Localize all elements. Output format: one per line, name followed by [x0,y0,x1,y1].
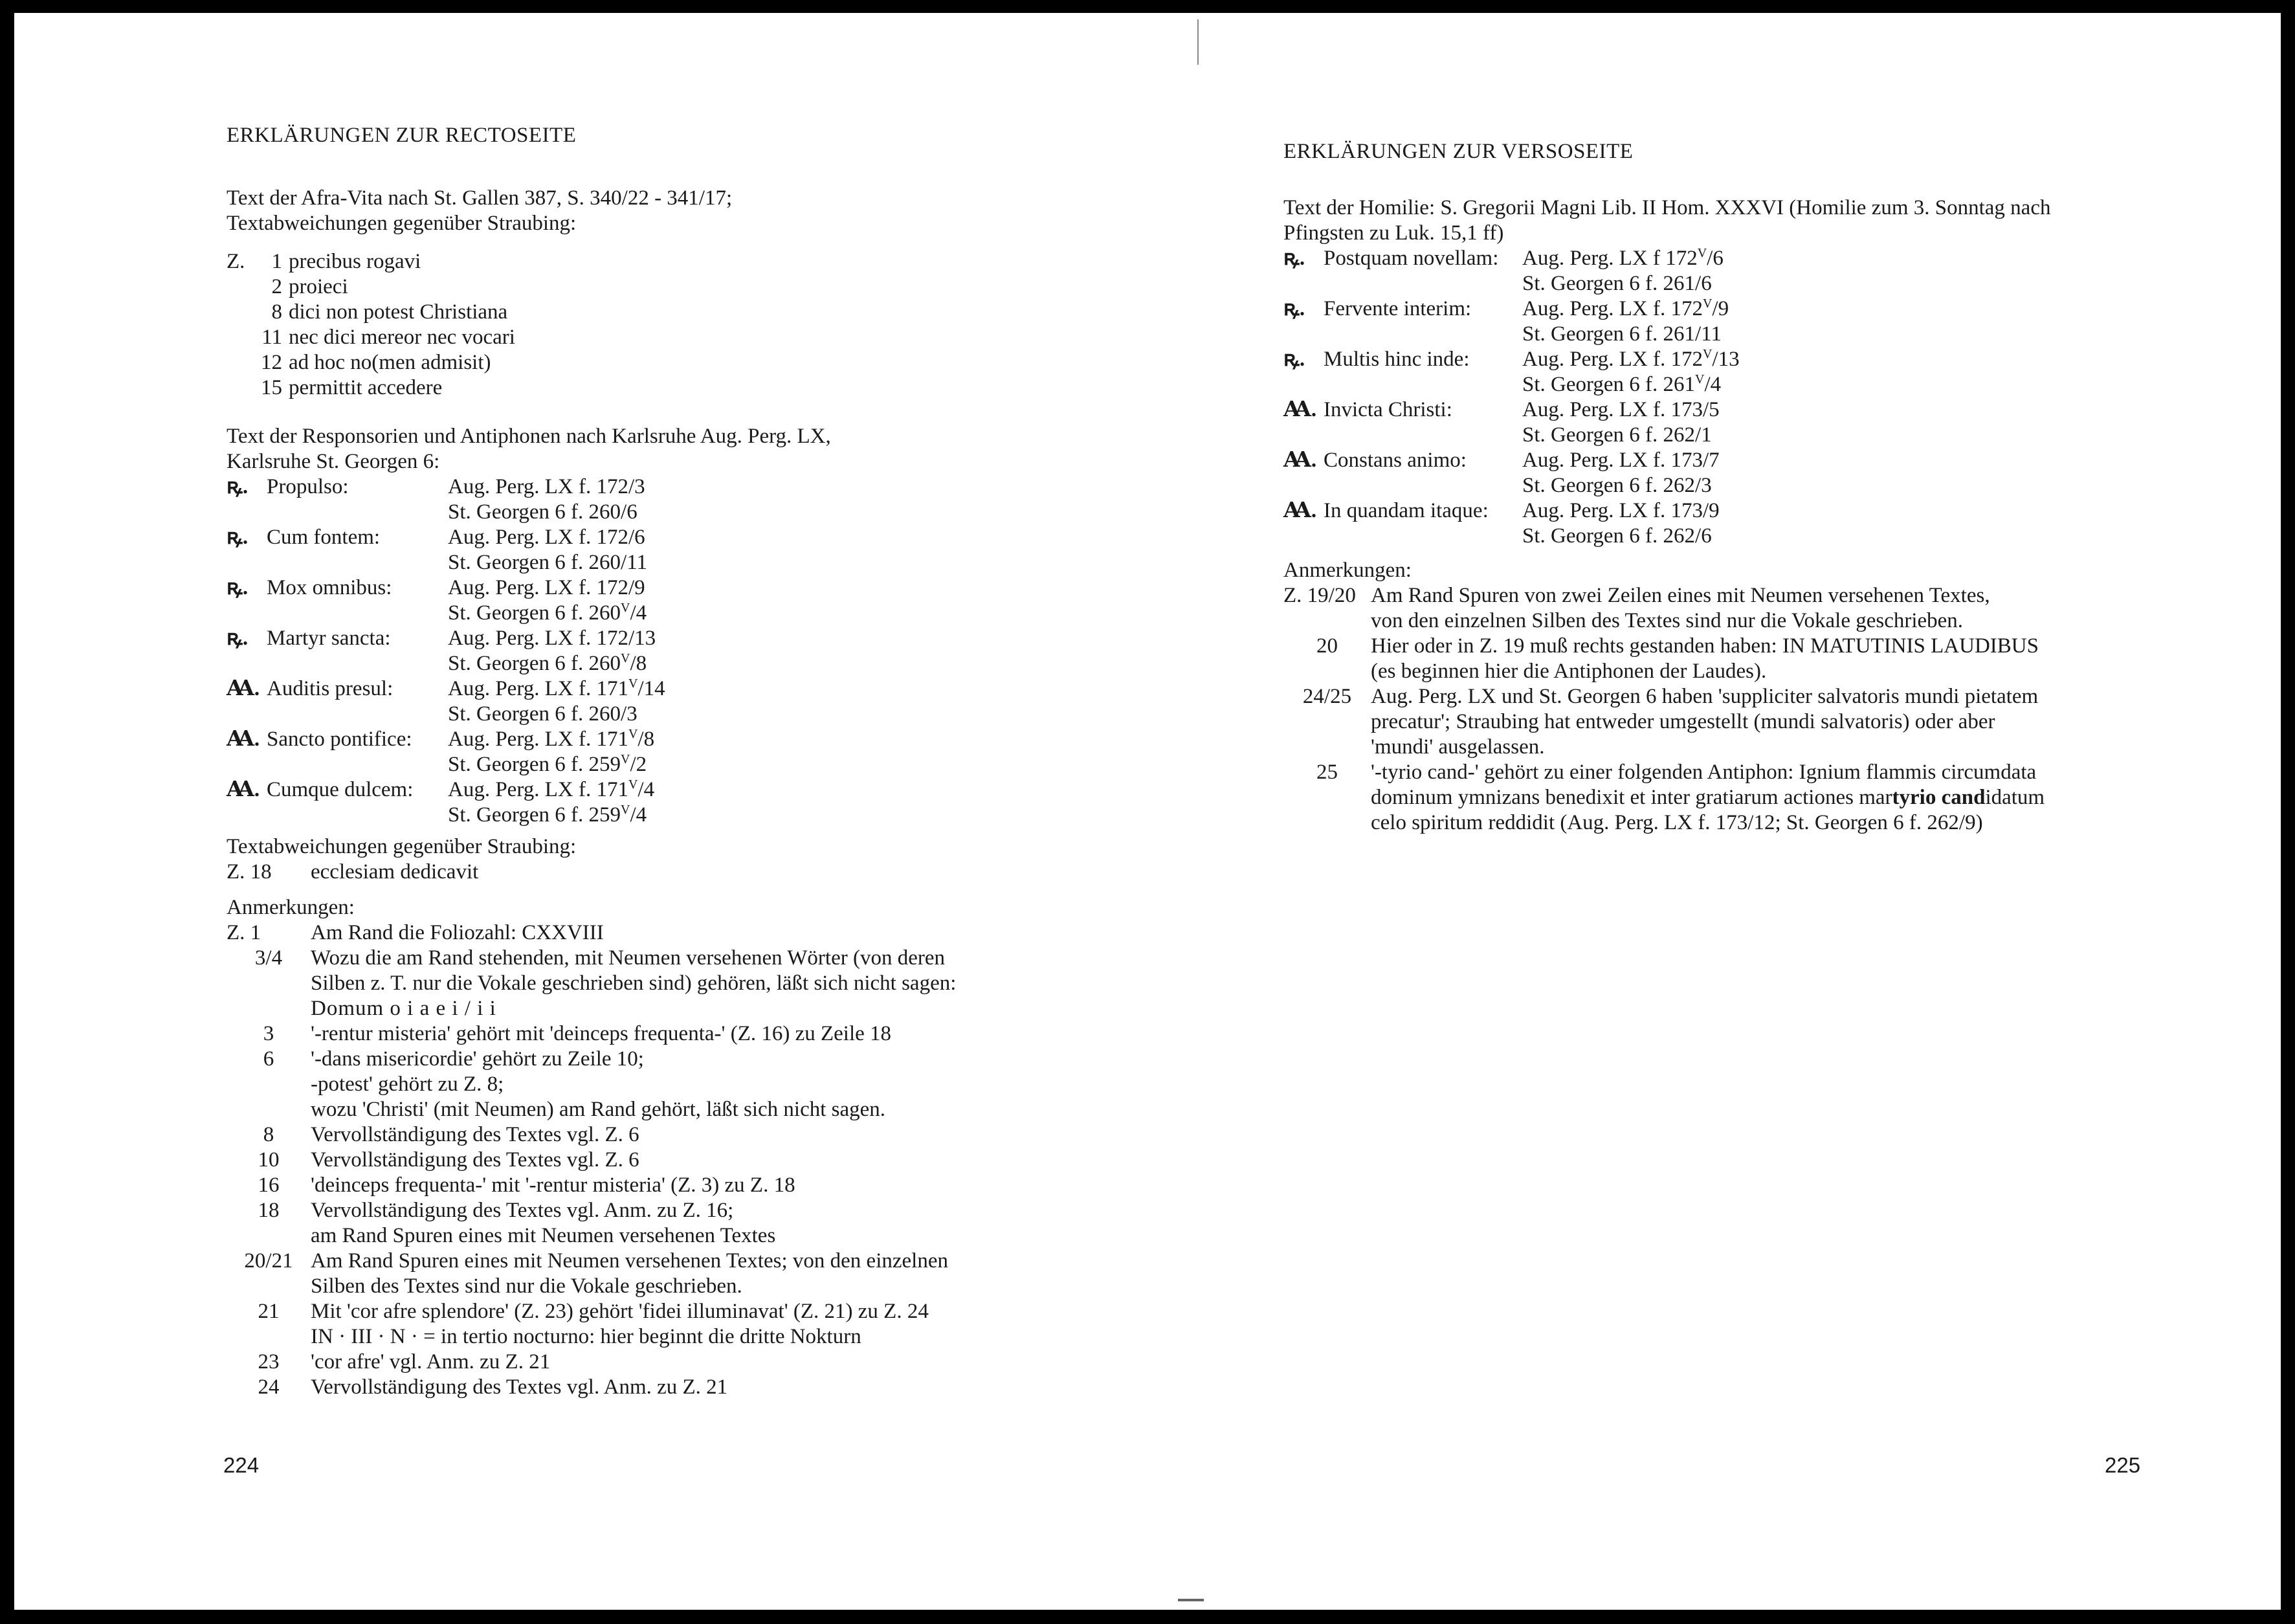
right-page [1283,139,2157,836]
chant-source: Aug. Perg. LX f. 172/9 [448,576,645,599]
chant-name: In quandam itaque: [1324,499,1489,522]
note-row: 6 '-dans misericordie' gehört zu Zeile 10; [263,1047,644,1071]
deviation-block: Textabweichungen gegenüber Straubing: Z. 18 ecclesiam dedicavit [227,835,577,884]
variant-row: 15 permittit accedere [261,376,443,399]
chant-row [1283,372,2157,397]
chant-source: Aug. Perg. LX f. $171^V/14$ [448,676,665,700]
chant-source: Aug. Perg. LX f $172^V/6$ [1522,246,1724,270]
chant-source: Aug. Perg. LX f. $172^V/9$ [1522,296,1729,320]
right-intro: Text der Homilie: S. Gregorii Magni Lib. II Hom. XXXVI (Homilie zum 3. Sonntag nach Pfingsten zu Luk. 15,1 ff) [1283,196,2051,245]
note-row: 8 Vervollständigung des Textes vgl. Z. 6 [263,1123,639,1146]
responsory-symbol: ꝶ. [227,627,249,650]
note-row: 23 'cor afre' vgl. Anm. zu Z. 21 [258,1350,551,1374]
note-row: 24 Vervollständigung des Textes vgl. Anm. zu Z. 21 [258,1375,728,1399]
note-row: 21 Mit 'cor afre splendore' (Z. 23) gehört 'fidei illuminavat' (Z. 21) zu Z. 24 [258,1300,929,1323]
responsory-symbol: ꝶ. [227,576,249,599]
responsory-symbol: ꝶ. [227,526,249,549]
chant-row [1283,271,2157,296]
chant-row [227,651,1133,676]
chant-row [1283,448,2157,473]
chant-name: Martyr sancta: [267,627,391,650]
chant-name: Cum fontem: [267,526,381,549]
chant-source: St. Georgen 6 f. 260/11 [448,551,647,574]
chant-source: Aug. Perg. LX f. 173/5 [1522,398,1720,421]
chant-name: Propulso: [267,475,349,498]
chant-source: St. Georgen 6 f. 260/3 [448,702,638,726]
antiphon-symbol: Ꜳ. [227,778,260,801]
variant-row: 11 nec dici mereor nec vocari [261,326,515,349]
notes-title: Anmerkungen: [1283,559,1412,582]
responsory-symbol: ꝶ. [1283,348,1305,371]
chant-source: Aug. Perg. LX f. 172/13 [448,627,656,650]
left-intro [227,186,1133,236]
chant-row [227,702,1133,727]
note-row: 16 'deinceps frequenta-' mit '-rentur misteria' (Z. 3) zu Z. 18 [258,1174,795,1197]
notes-title: Anmerkungen: [227,896,355,919]
chant-source: St. Georgen 6 f. 261/11 [1522,322,1722,346]
note-row: 10 Vervollständigung des Textes vgl. Z. 6 [258,1148,639,1172]
chant-name: Mox omnibus: [267,576,392,599]
chant-row [227,550,1133,575]
chant-row [227,727,1133,752]
chant-source: St. Georgen 6 f. $259^V/2$ [448,752,647,776]
antiphon-symbol: Ꜳ. [1283,398,1317,421]
note-row: 3 '-rentur misteria' gehört mit 'deinceps frequenta-' (Z. 16) zu Zeile 18 [263,1022,892,1045]
responsory-symbol: ꝶ. [1283,247,1305,270]
intro-line: Textabweichungen gegenüber Straubing: [227,212,577,235]
chant-name: Invicta Christi: [1324,398,1452,421]
chant-row [1283,524,2157,549]
chant-row [227,803,1133,828]
chant-source: St. Georgen 6 f. $260^V/4$ [448,601,647,625]
chant-row [227,601,1133,626]
note-line: dominum ymnizans benedixit et inter gratiarum actiones martyrio candidatum [1371,786,2045,809]
note-row: 24/25 Aug. Perg. LX und St. Georgen 6 haben 'suppliciter salvatoris mundi pietatem [1302,685,2039,708]
z-label: Z. [227,250,245,273]
left-chant-table [227,474,1133,828]
variant-row: 8 dici non potest Christiana [271,300,508,324]
chant-name: Sancto pontifice: [267,728,412,751]
chant-source: Aug. Perg. LX f. 173/7 [1522,449,1720,472]
chant-name: Constans animo: [1324,449,1467,472]
chant-source: St. Georgen 6 f. 262/3 [1522,474,1712,497]
variant-row: 12 ad hoc no(men admisit) [261,351,491,374]
chant-row [1283,473,2157,498]
variant-row: Z. 1 precibus rogavi [227,250,421,273]
chant-row [1283,397,2157,423]
chant-row [227,575,1133,601]
chant-name: Fervente interim: [1324,297,1472,320]
chant-row [1283,347,2157,372]
chant-name: Postquam novellam: [1324,247,1499,270]
chant-row [227,752,1133,777]
responsory-symbol: ꝶ. [1283,297,1305,320]
antiphon-symbol: Ꜳ. [1283,499,1317,522]
chant-source: St. Georgen 6 f. 261/6 [1522,272,1712,295]
antiphon-symbol: Ꜳ. [1283,449,1317,472]
page-number-left: 224 [223,1453,260,1477]
chant-source: St. Georgen 6 f. $260^V/8$ [448,651,647,675]
chant-source: Aug. Perg. LX f. 172/3 [448,475,645,498]
variant-row: 2 proieci [271,275,348,298]
antiphon-symbol: Ꜳ. [227,728,260,751]
chant-source: St. Georgen 6 f. $259^V/4$ [448,803,647,827]
left-page-title: ERKLÄRUNGEN ZUR RECTOSEITE [227,124,577,147]
right-notes: Anmerkungen: Z. 19/20 Am Rand Spuren von zwei Zeilen eines mit Neumen versehenen Textes, von den einzelnen Silben des Textes sind nur die Vokale geschrieben. 20 Hier oder in Z. 19 muß rechts gestanden haben: IN MATUTINIS LAUDIBUS (es beginnen hier die Antiphonen der Laudes). 24/25 Aug. Perg. LX und St. Georgen 6 haben 'suppliciter salvatoris mundi pietatem precatur'; Straubing hat entweder umgestellt (mundi salvatoris) oder aber 'mundi' ausgelassen. 25 '-tyrio cand-' gehört zu einer folgenden Antiphon: Ignium flammis circumdata dominum ymnizans benedixit et inter gratiarum actiones martyrio candidatum celo spiritum reddidit (Aug. Perg. LX f. 173/12; St. Georgen 6 f. 262/9) [1283,558,2157,836]
gutter-mark [1178,1599,1204,1601]
right-chant-table [1283,246,2157,549]
chant-row [227,474,1133,500]
left-page [227,123,1133,1400]
responsory-intro: Text der Responsorien und Antiphonen nach Karlsruhe Aug. Perg. LX, Karlsruhe St. Georgen 6: [227,425,831,473]
chant-name: Auditis presul: [267,677,394,700]
chant-source: St. Georgen 6 f. $261^V/4$ [1522,372,1722,396]
chant-row [1283,423,2157,448]
page-number-right: 225 [2105,1453,2141,1477]
note-row: 25 '-tyrio cand-' gehört zu einer folgenden Antiphon: Ignium flammis circumdata [1316,761,2037,784]
chant-name: Multis hinc inde: [1324,348,1470,371]
chant-row [1283,246,2157,271]
chant-source: Aug. Perg. LX f. $171^V/8$ [448,727,655,751]
note-row: 3/4 Wozu die am Rand stehenden, mit Neumen versehenen Wörter (von deren [254,946,945,970]
chant-row [227,500,1133,525]
left-notes: Anmerkungen: Z. 1 Am Rand die Foliozahl: CXXVIII 3/4 Wozu die am Rand stehenden, mit Neumen versehenen Wörter (von deren Silben z. T. nur die Vokale geschrieben sind) gehören, läßt sich nicht sagen: Domum o i a e i / i i 3 '-rentur misteria' gehört mit 'deinceps frequenta-' (Z. 16) zu Zeile 18 6 '-dans misericordie' gehört zu Zeile 10; -potest' gehört zu Z. 8; wozu 'Christi' (mit Neumen) am Rand gehört, läßt sich nicht sagen. 8 Vervollständigung des Textes vgl. Z. 6 10 Vervollständigung des Textes vgl. Z. 6 16 'deinceps frequenta-' mit '-rentur misteria' (Z. 3) zu Z. 18 18 Vervollständigung des Textes vgl. Anm. zu Z. 16; am Rand Spuren eines mit Neumen versehenen Textes 20/21 Am Rand Spuren eines mit Neumen versehenen Textes; von den einzelnen Silben des Textes sind nur die Vokale geschrieben. 21 Mit 'cor afre splendore' (Z. 23) gehört 'fidei illuminavat' (Z. 21) zu Z. 24 IN · III · N · = in tertio nocturno: hier beginnt die dritte Nokturn 23 'cor afre' vgl. Anm. zu Z. 21 24 Vervollständigung des Textes vgl. Anm. zu Z. 21 [227,895,1133,1400]
note-row: 18 Vervollständigung des Textes vgl. Anm. zu Z. 16; [258,1199,734,1222]
chant-source: Aug. Perg. LX f. 172/6 [448,526,645,549]
variant-list [227,249,1133,401]
chant-source: St. Georgen 6 f. 262/6 [1522,524,1712,548]
chant-row [1283,322,2157,347]
chant-row [1283,296,2157,322]
antiphon-symbol: Ꜳ. [227,677,260,700]
chant-source: St. Georgen 6 f. 260/6 [448,500,638,524]
responsory-symbol: ꝶ. [227,475,249,498]
right-page-title: ERKLÄRUNGEN ZUR VERSOSEITE [1283,140,1634,163]
chant-source: St. Georgen 6 f. 262/1 [1522,423,1712,447]
note-row: Z. 1 Am Rand die Foliozahl: CXXVIII [227,921,604,944]
chant-row [227,525,1133,550]
intro-line: Text der Afra-Vita nach St. Gallen 387, S. 340/22 - 341/17; [227,186,733,210]
chant-source: Aug. Perg. LX f. 173/9 [1522,499,1720,522]
note-row: 20/21 Am Rand Spuren eines mit Neumen versehenen Textes; von den einzelnen [244,1249,948,1273]
chant-row [227,777,1133,803]
chant-name: Cumque dulcem: [267,778,414,801]
chant-row [227,626,1133,651]
chant-row [1283,498,2157,524]
note-row: 20 Hier oder in Z. 19 muß rechts gestanden haben: IN MATUTINIS LAUDIBUS [1316,634,2039,658]
book-gutter [1197,19,1199,65]
chant-row [227,676,1133,702]
chant-source: Aug. Perg. LX f. $171^V/4$ [448,777,655,801]
note-row: Z. 19/20 Am Rand Spuren von zwei Zeilen eines mit Neumen versehenen Textes, [1283,584,1990,607]
chant-source: Aug. Perg. LX f. $172^V/13$ [1522,347,1740,371]
